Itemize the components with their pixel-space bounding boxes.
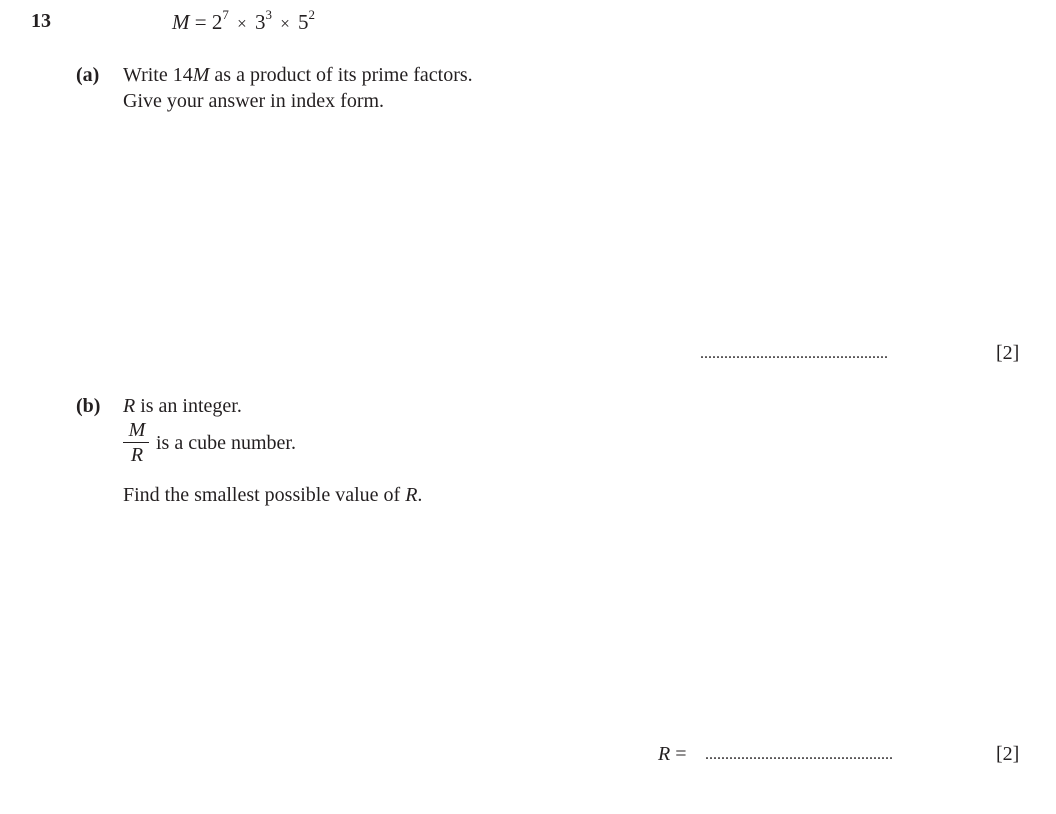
- marks-b: [2]: [996, 743, 1020, 765]
- part-b-question: [123, 484, 422, 507]
- formula-exp-1: 7: [222, 7, 229, 22]
- answer-line-b[interactable]: ...............................................: [705, 746, 893, 763]
- part-a-instruction-2: Give your answer in index form.: [123, 90, 385, 112]
- part-a-text: as a product of its prime factors.: [209, 64, 473, 86]
- formula-exp-2: 3: [265, 7, 272, 22]
- variable-r: R: [658, 743, 671, 765]
- formula-equals: =: [194, 10, 207, 34]
- question-number: 13: [31, 10, 51, 32]
- variable-r: R: [405, 484, 418, 506]
- times-sign: ×: [280, 14, 290, 33]
- fraction-bar: [123, 442, 149, 443]
- answer-prefix-r: [658, 743, 687, 766]
- fraction-m-over-r: [123, 419, 151, 466]
- fraction-denominator: R: [130, 444, 144, 466]
- part-b-statement-1: [123, 395, 242, 418]
- answer-line-a[interactable]: ...............................................: [700, 345, 888, 362]
- part-b-text: is an integer.: [135, 395, 242, 417]
- formula-base-1: 2: [211, 10, 223, 34]
- formula-base-2: 3: [254, 10, 266, 34]
- formula-base-3: 5: [298, 10, 309, 34]
- part-b-text: .: [417, 484, 423, 506]
- equals-sign: =: [675, 743, 687, 765]
- variable-m: M: [192, 64, 210, 86]
- marks-a: [2]: [996, 342, 1020, 364]
- part-b-statement-2: is a cube number.: [156, 432, 296, 454]
- part-a-text: Write 14: [123, 64, 193, 86]
- given-formula: [172, 7, 316, 35]
- formula-lhs: M: [172, 10, 190, 34]
- part-b-label: (b): [76, 395, 101, 417]
- fraction-numerator: M: [128, 419, 146, 441]
- times-sign: ×: [237, 14, 247, 33]
- variable-r: R: [123, 395, 136, 417]
- formula-exp-3: 2: [308, 7, 316, 22]
- part-b-text: Find the smallest possible value of: [123, 484, 406, 506]
- part-a-label: (a): [76, 64, 100, 86]
- part-a-instruction: [123, 64, 473, 87]
